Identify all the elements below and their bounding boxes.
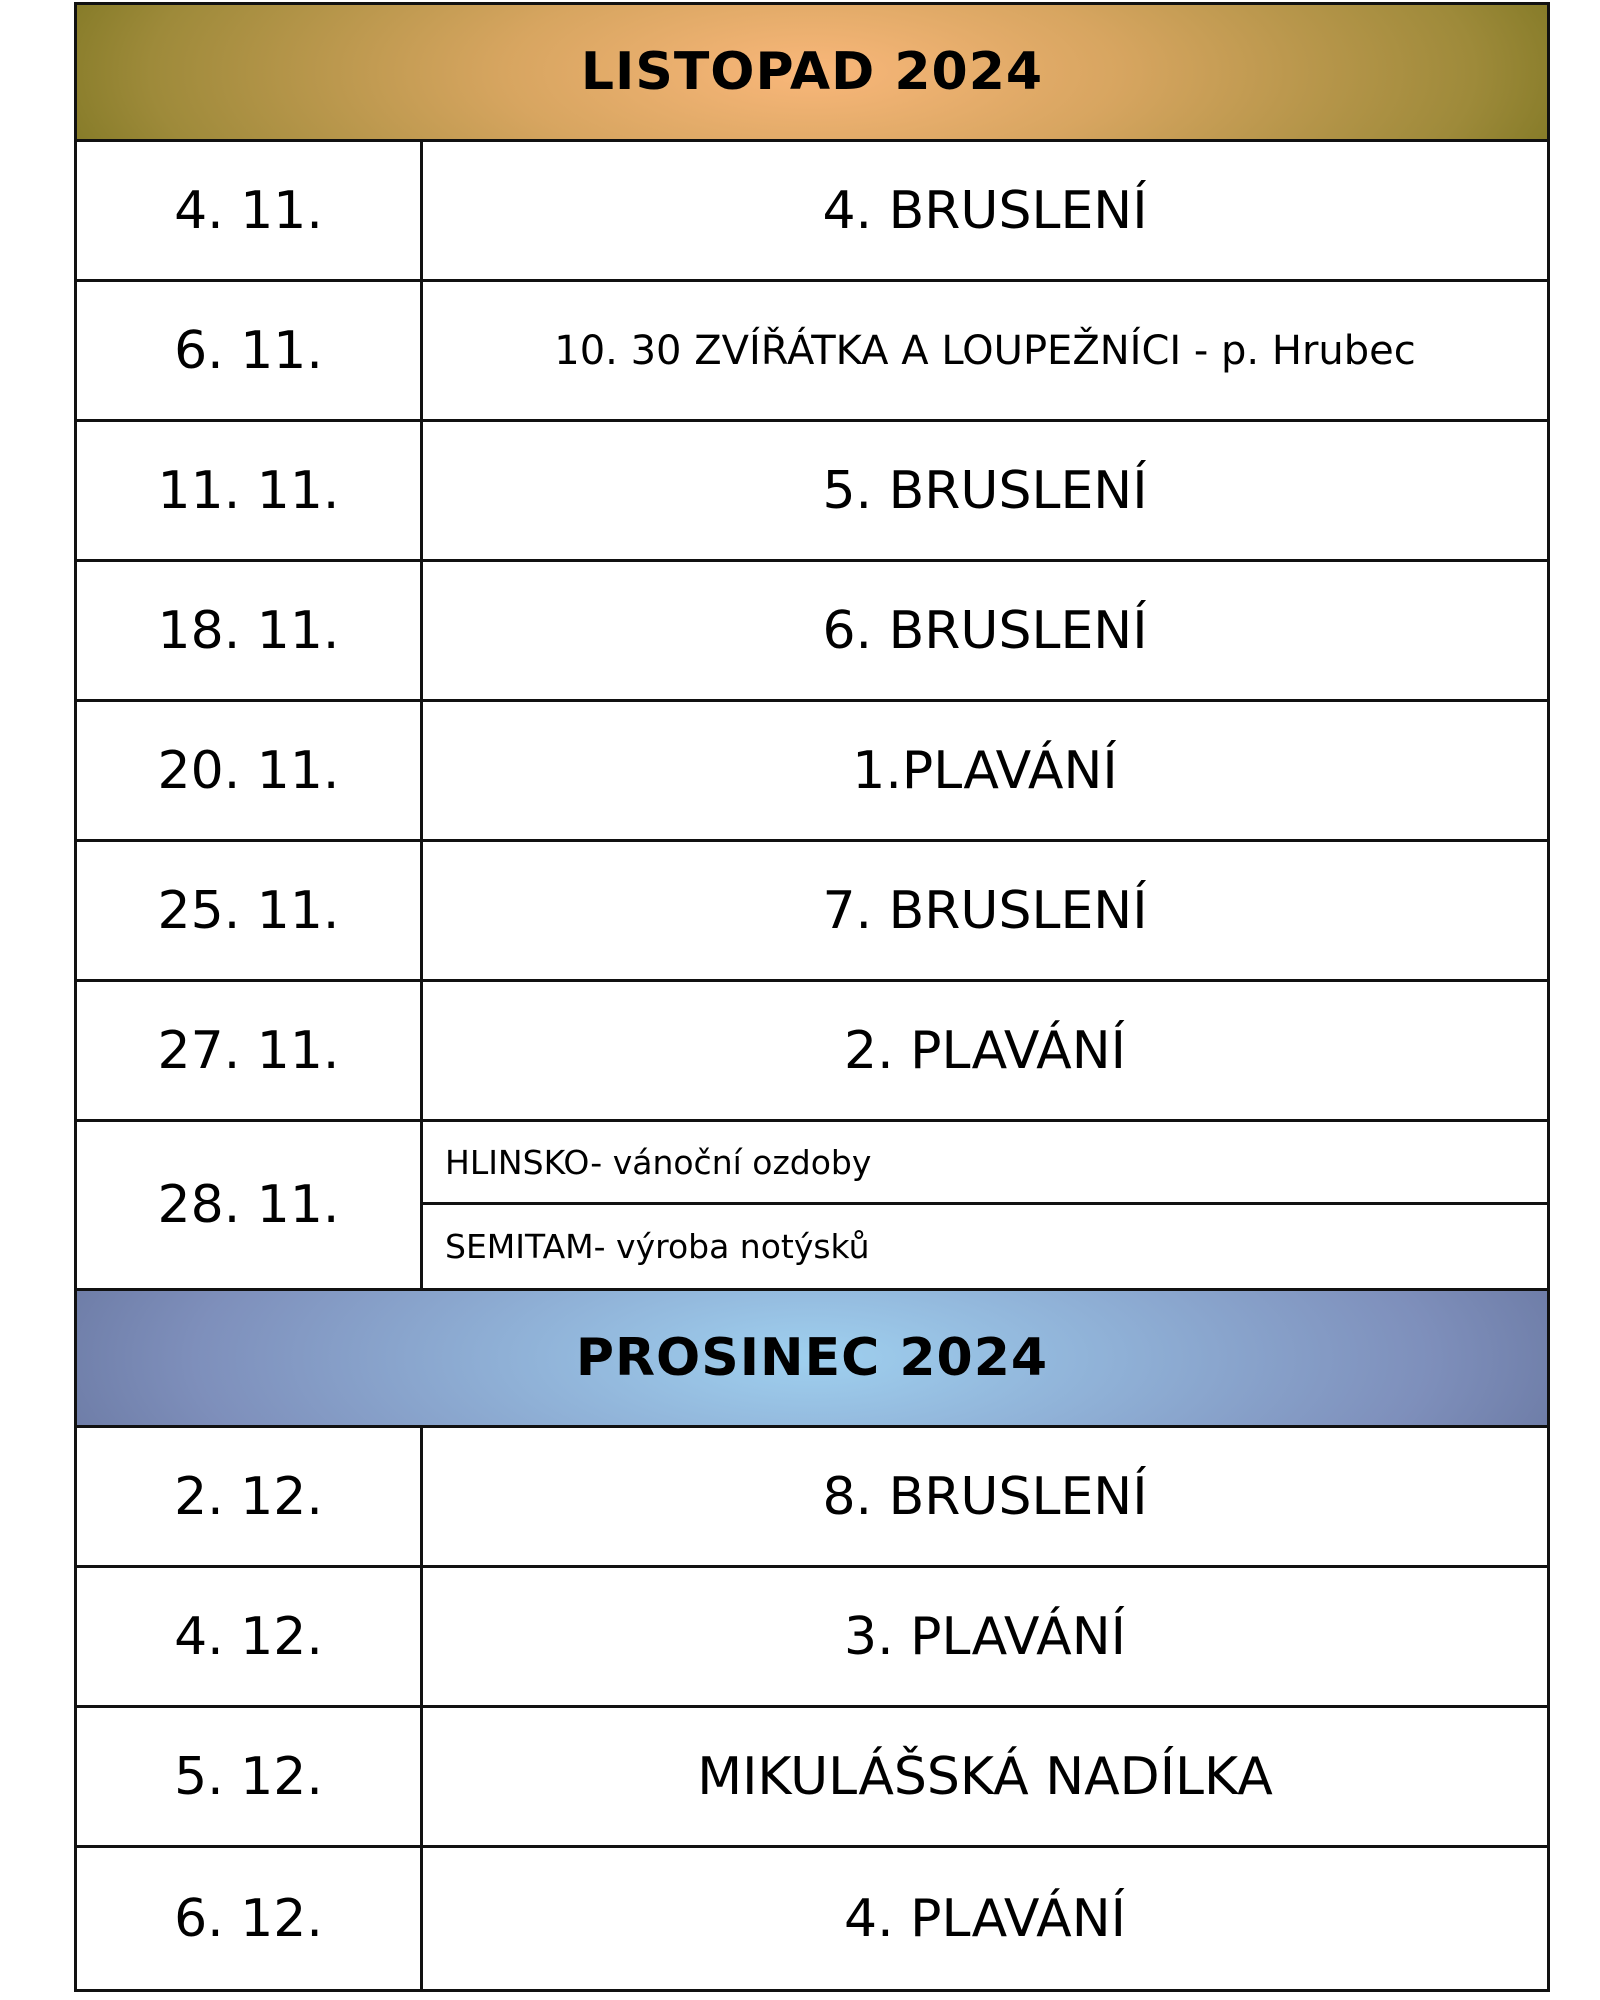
row-event: 6. BRUSLENÍ	[822, 600, 1148, 661]
row-date: 11. 11.	[77, 422, 423, 559]
row-date: 2. 12.	[77, 1428, 423, 1565]
table-row	[77, 1568, 1547, 1708]
row-date: 5. 12.	[77, 1708, 423, 1845]
table-row	[77, 1708, 1547, 1848]
table-row	[77, 562, 1547, 702]
table-row	[77, 1122, 1547, 1288]
table-row	[77, 422, 1547, 562]
table-row	[77, 142, 1547, 282]
row-event: 5. BRUSLENÍ	[822, 460, 1148, 521]
row-date: 20. 11.	[77, 702, 423, 839]
schedule-table	[74, 2, 1550, 1992]
row-event: 7. BRUSLENÍ	[822, 880, 1148, 941]
table-row	[77, 282, 1547, 422]
row-date: 28. 11.	[77, 1122, 423, 1288]
row-event: 10. 30 ZVÍŘÁTKA A LOUPEŽNÍCI - p. Hrubec	[554, 327, 1416, 374]
row-event: 4. BRUSLENÍ	[822, 180, 1148, 241]
row-event: 2. PLAVÁNÍ	[844, 1020, 1126, 1081]
month-header-november: LISTOPAD 2024	[77, 2, 1547, 142]
row-event: 3. PLAVÁNÍ	[844, 1606, 1126, 1667]
row-date: 6. 12.	[77, 1848, 423, 1989]
table-row	[77, 1428, 1547, 1568]
row-sub-event: SEMITAM- výroba notýsků	[445, 1227, 870, 1266]
row-event: MIKULÁŠSKÁ NADÍLKA	[697, 1746, 1273, 1807]
row-date: 25. 11.	[77, 842, 423, 979]
row-date: 4. 12.	[77, 1568, 423, 1705]
table-row	[77, 842, 1547, 982]
row-date: 18. 11.	[77, 562, 423, 699]
row-date: 27. 11.	[77, 982, 423, 1119]
table-row	[77, 1848, 1547, 1989]
row-date: 4. 11.	[77, 142, 423, 279]
month-header-december: PROSINEC 2024	[77, 1288, 1547, 1428]
row-event: 1.PLAVÁNÍ	[852, 740, 1118, 801]
row-date: 6. 11.	[77, 282, 423, 419]
row-event: 8. BRUSLENÍ	[822, 1466, 1148, 1527]
table-row	[77, 982, 1547, 1122]
table-row	[77, 702, 1547, 842]
row-sub-event: HLINSKO- vánoční ozdoby	[423, 1122, 1547, 1205]
row-event: 4. PLAVÁNÍ	[844, 1888, 1126, 1949]
